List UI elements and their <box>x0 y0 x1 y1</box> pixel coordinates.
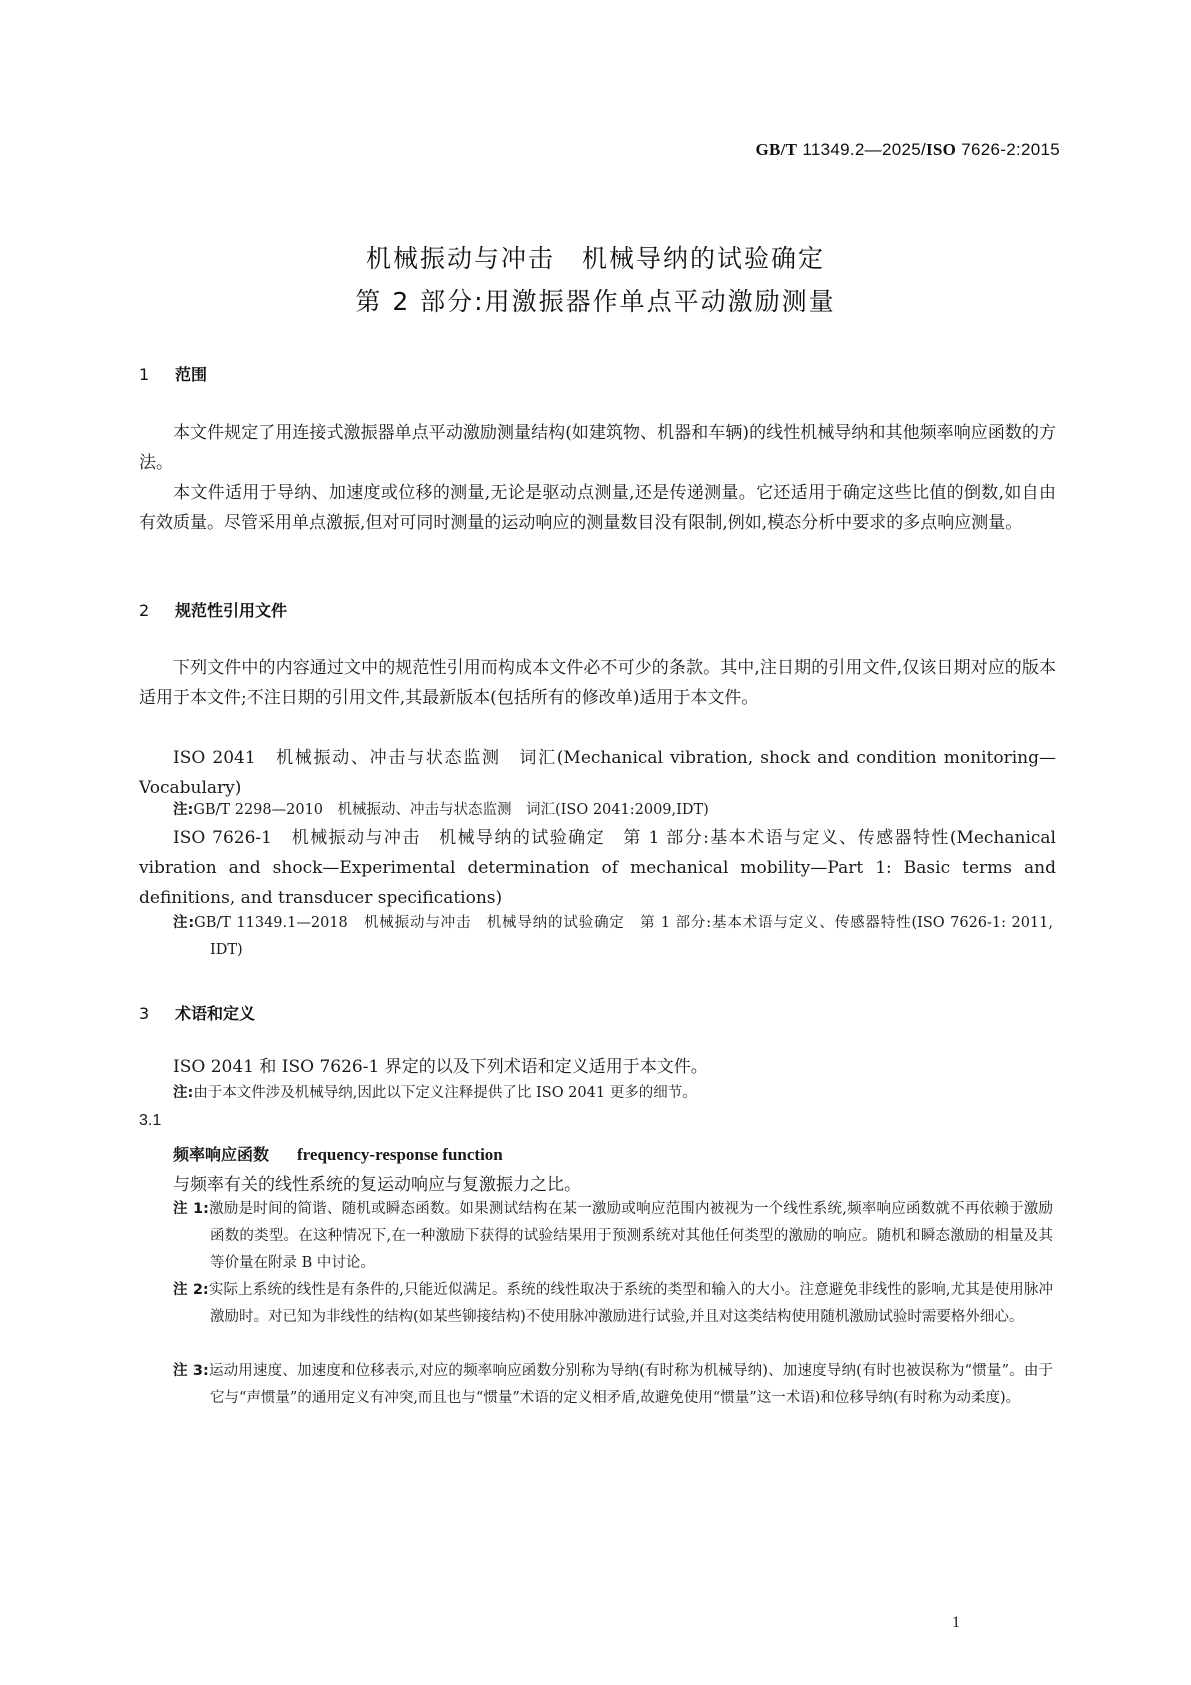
page-number: 1 <box>952 1614 960 1631</box>
note-text: 激励是时间的简谐、随机或瞬态函数。如果测试结构在某一激励或响应范围内被视为一个线性系统,频率响应函数就不再依赖于激励函数的类型。在这种情况下,在一种激励下获得的试验结果用于预测系统对其他任何类型的激励的响应。随机和瞬态激励的相量及其等价量在附录 B 中讨论。 <box>208 1201 1053 1271</box>
terms-intro-paragraph: ISO 2041 和 ISO 7626-1 界定的以及下列术语和定义适用于本文件。 <box>173 1057 708 1077</box>
term-entry <box>173 1142 503 1165</box>
term-note-2 <box>173 1277 1053 1331</box>
note-label: 注: <box>173 915 195 931</box>
reference-note-iso-2041 <box>173 797 1053 824</box>
note-label: 注: <box>173 802 194 818</box>
note-text: 运动用速度、加速度和位移表示,对应的频率响应函数分别称为导纳(有时称为机械导纳)、加速度导纳(有时也被误称为“惯量”。由于它与“声惯量”的通用定义有冲突,而且也与“惯量”术语的定义相矛盾,故避免使用“惯量”这一术语)和位移导纳(有时称为动柔度)。 <box>208 1363 1053 1406</box>
note-label: 注 2: <box>173 1282 209 1298</box>
note-label: 注: <box>173 1085 194 1101</box>
term-chinese: 频率响应函数 <box>173 1145 270 1164</box>
reference-iso-7626-1: ISO 7626-1 机械振动与冲击 机械导纳的试验确定 第 1 部分:基本术语与定义、传感器特性(Mechanical vibration and shock—Experimental determination of mechanical mobility—Part 1: Basic terms and definitions, and transducer specifications) <box>139 828 1056 908</box>
note-text: 实际上系统的线性是有条件的,只能近似满足。系统的线性取决于系统的类型和输入的大小。注意避免非线性的影响,尤其是使用脉冲激励时。对已知为非线性的结构(如某些铆接结构)不使用脉冲激励进行试验,并且对这类结构使用随机激励试验时需要格外细心。 <box>208 1282 1054 1325</box>
section-heading-terms-and-definitions <box>139 1001 255 1024</box>
reference-iso-2041: ISO 2041 机械振动、冲击与状态监测 词汇(Mechanical vibration, shock and condition monitoring—Vocabulary) <box>139 748 1056 798</box>
iso-number: 7626-2:2015 <box>956 140 1060 159</box>
term-note-1 <box>173 1196 1053 1277</box>
term-note-3 <box>173 1358 1053 1412</box>
document-title-line-1: 机械振动与冲击 机械导纳的试验确定 <box>365 244 825 273</box>
note-text: GB/T 2298—2010 机械振动、冲击与状态监测 词汇(ISO 2041:2009,IDT) <box>193 802 709 818</box>
reference-note-iso-7626-1 <box>173 910 1053 964</box>
section-title: 术语和定义 <box>175 1004 256 1023</box>
terms-intro-note <box>173 1080 1053 1107</box>
references-intro-paragraph: 下列文件中的内容通过文中的规范性引用而构成本文件必不可少的条款。其中,注日期的引用文件,仅该日期对应的版本适用于本文件;不注日期的引用文件,其最新版本(包括所有的修改单)适用于本文件。 <box>139 658 1056 708</box>
section-number: 2 <box>139 601 150 620</box>
term-english: frequency-response function <box>297 1145 503 1164</box>
standard-code <box>756 140 1061 160</box>
section-number: 3 <box>139 1004 150 1023</box>
section-title: 规范性引用文件 <box>175 601 288 620</box>
scope-paragraph-1: 本文件规定了用连接式激振器单点平动激励测量结构(如建筑物、机器和车辆)的线性机械导纳和其他频率响应函数的方法。 <box>139 423 1056 473</box>
standard-code-prefix: GB/T <box>755 140 798 159</box>
section-heading-scope <box>139 362 207 385</box>
note-text: 由于本文件涉及机械导纳,因此以下定义注释提供了比 ISO 2041 更多的细节。 <box>193 1085 697 1101</box>
term-definition: 与频率有关的线性系统的复运动响应与复激振力之比。 <box>173 1175 581 1195</box>
section-title: 范围 <box>175 365 208 384</box>
iso-prefix: ISO <box>925 140 957 159</box>
term-number: 3.1 <box>139 1112 162 1129</box>
note-label: 注 3: <box>173 1363 209 1379</box>
section-heading-normative-references <box>139 598 287 621</box>
document-title-line-2: 第 2 部分:用激振器作单点平动激励测量 <box>355 287 836 316</box>
section-number: 1 <box>139 365 150 384</box>
note-text: GB/T 11349.1—2018 机械振动与冲击 机械导纳的试验确定 第 1 部分:基本术语与定义、传感器特性(ISO 7626-1: 2011, IDT) <box>194 915 1053 958</box>
standard-code-number: 11349.2—2025/ <box>797 140 926 159</box>
scope-paragraph-2: 本文件适用于导纳、加速度或位移的测量,无论是驱动点测量,还是传递测量。它还适用于确定这些比值的倒数,如自由有效质量。尽管采用单点激振,但对可同时测量的运动响应的测量数目没有限制,例如,模态分析中要求的多点响应测量。 <box>139 483 1056 533</box>
note-label: 注 1: <box>173 1201 209 1217</box>
